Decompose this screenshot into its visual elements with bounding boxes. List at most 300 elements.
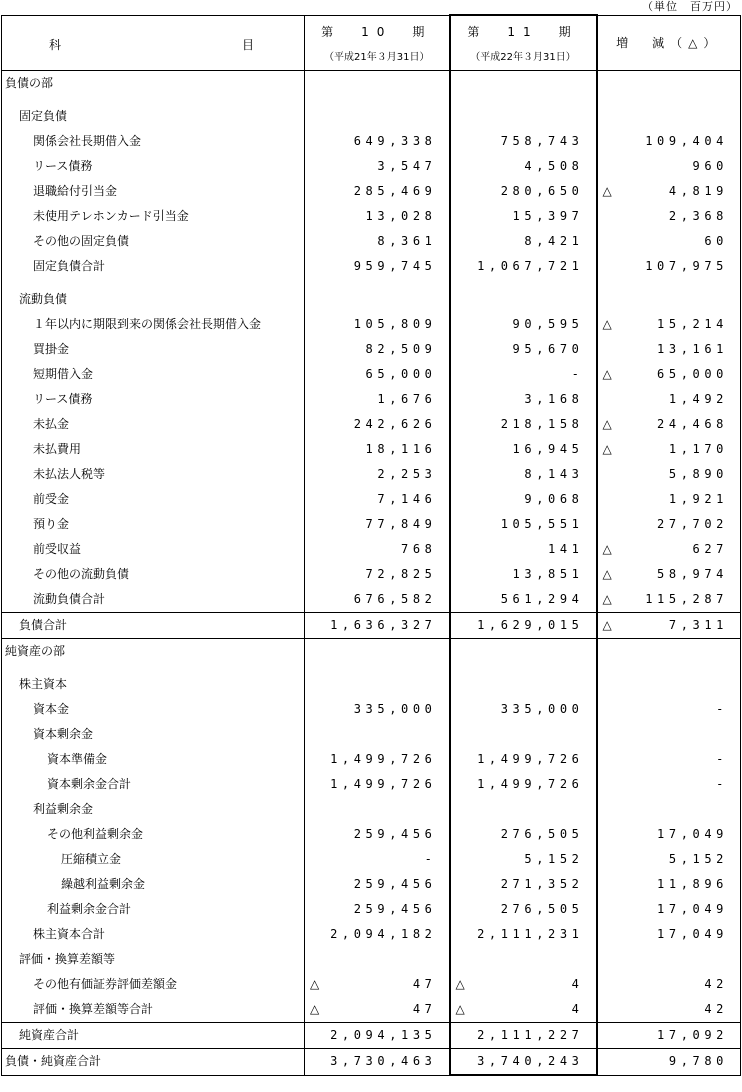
table-row xyxy=(2,1049,741,1076)
row-label-cell xyxy=(2,697,305,722)
period10-value-cell xyxy=(305,664,450,672)
period10-value-cell xyxy=(305,254,450,279)
period10-value: 3,547 xyxy=(377,159,437,173)
period10-value-cell xyxy=(305,287,450,312)
row-label-cell xyxy=(2,897,305,922)
row-label-cell xyxy=(2,722,305,747)
period10-value: 1,499,726 xyxy=(330,752,437,766)
change-value: 24,468 xyxy=(657,417,728,431)
change-value-cell xyxy=(597,462,741,487)
negative-marker: △ xyxy=(455,977,465,991)
change-value-cell xyxy=(597,287,741,312)
period10-value-cell xyxy=(305,897,450,922)
change-value-cell xyxy=(597,613,741,639)
period10-value-cell xyxy=(305,412,450,437)
change-value-cell xyxy=(597,179,741,204)
header-period-11 xyxy=(450,15,597,71)
table-row xyxy=(2,972,741,997)
period10-value-cell xyxy=(305,972,450,997)
table-row xyxy=(2,897,741,922)
row-label-cell xyxy=(2,772,305,797)
period10-value-cell xyxy=(305,672,450,697)
period11-value: 1,499,726 xyxy=(477,752,584,766)
period10-value-cell xyxy=(305,822,450,847)
period10-value-cell xyxy=(305,722,450,747)
table-row xyxy=(2,947,741,972)
row-label-cell xyxy=(2,537,305,562)
row-label-cell xyxy=(2,872,305,897)
row-label: その他有価証券評価差額金 xyxy=(33,977,178,991)
row-label: 株主資本合計 xyxy=(33,927,106,941)
change-value-cell xyxy=(597,337,741,362)
row-label: 買掛金 xyxy=(33,342,70,356)
row-label-cell xyxy=(2,972,305,997)
change-value: 17,049 xyxy=(657,827,728,841)
period10-value: 13,028 xyxy=(365,209,437,223)
header-item xyxy=(2,15,305,71)
period10-value: 676,582 xyxy=(353,592,437,606)
row-label-cell xyxy=(2,229,305,254)
change-value: 60 xyxy=(704,234,728,248)
change-value-cell xyxy=(597,104,741,129)
change-value: 65,000 xyxy=(657,367,728,381)
period10-value-cell xyxy=(305,96,450,104)
period11-value: 218,158 xyxy=(500,417,584,431)
period10-value-cell xyxy=(305,512,450,537)
change-value-cell xyxy=(597,487,741,512)
period11-value-cell xyxy=(450,947,597,972)
header-item-right: 目 xyxy=(241,37,254,52)
table-row xyxy=(2,179,741,204)
row-label-cell xyxy=(2,462,305,487)
change-value-cell xyxy=(597,279,741,287)
row-label: 退職給付引当金 xyxy=(33,184,118,198)
period10-value-cell xyxy=(305,697,450,722)
period10-value: 7,146 xyxy=(377,492,437,506)
negative-marker: △ xyxy=(310,1002,320,1016)
row-label: 負債・純資産合計 xyxy=(5,1054,102,1069)
table-row xyxy=(2,387,741,412)
table-row xyxy=(2,312,741,337)
period11-value-cell xyxy=(450,997,597,1023)
table-row xyxy=(2,254,741,279)
change-value: 1,492 xyxy=(668,392,728,406)
row-label-cell xyxy=(2,1023,305,1049)
header-period-10 xyxy=(305,15,450,71)
table-row xyxy=(2,104,741,129)
table-row xyxy=(2,639,741,665)
period11-value-cell xyxy=(450,639,597,665)
row-label: 圧縮積立金 xyxy=(61,852,122,866)
period10-value: 18,116 xyxy=(365,442,437,456)
change-value: 7,311 xyxy=(668,618,728,632)
change-value: 1,170 xyxy=(668,442,728,456)
period11-value: 1,629,015 xyxy=(477,618,584,632)
row-label: 負債合計 xyxy=(19,618,68,632)
period11-value-cell xyxy=(450,847,597,872)
period11-value-cell xyxy=(450,437,597,462)
period10-value: 259,456 xyxy=(353,902,437,916)
row-label: その他の流動負債 xyxy=(33,567,130,581)
period11-value: 1,499,726 xyxy=(477,777,584,791)
period11-value-cell xyxy=(450,562,597,587)
row-label-cell xyxy=(2,639,305,665)
period11-value: 271,352 xyxy=(500,877,584,891)
period11-value: 95,670 xyxy=(512,342,584,356)
period11-value-cell xyxy=(450,204,597,229)
row-label: 株主資本 xyxy=(19,677,68,691)
row-label-cell xyxy=(2,672,305,697)
row-label-cell xyxy=(2,154,305,179)
period10-value-cell xyxy=(305,229,450,254)
period11-value-cell xyxy=(450,96,597,104)
spacer-row xyxy=(2,96,741,104)
change-value-cell xyxy=(597,797,741,822)
period11-value: 2,111,227 xyxy=(477,1028,584,1042)
period10-value: 242,626 xyxy=(353,417,437,431)
change-value: 27,702 xyxy=(657,517,728,531)
table-row xyxy=(2,847,741,872)
row-label: 純資産合計 xyxy=(19,1028,80,1042)
change-value-cell xyxy=(597,229,741,254)
period10-value-cell xyxy=(305,487,450,512)
change-value-cell xyxy=(597,562,741,587)
period11-value-cell xyxy=(450,797,597,822)
row-label: 評価・換算差額等 xyxy=(19,952,116,966)
table-row xyxy=(2,154,741,179)
period10-value: 259,456 xyxy=(353,877,437,891)
period10-value: 72,825 xyxy=(365,567,437,581)
row-label: 関係会社長期借入金 xyxy=(33,134,142,148)
change-value-cell xyxy=(597,697,741,722)
period11-value: 4 xyxy=(571,1002,584,1016)
row-label-cell xyxy=(2,562,305,587)
spacer-row xyxy=(2,664,741,672)
period11-value: 105,551 xyxy=(500,517,584,531)
period11-value: 5,152 xyxy=(524,852,584,866)
change-value: 11,896 xyxy=(657,877,728,891)
row-label-cell xyxy=(2,287,305,312)
change-value: 627 xyxy=(692,542,728,556)
table-row xyxy=(2,537,741,562)
period11-value-cell xyxy=(450,312,597,337)
period10-value: 47 xyxy=(412,1002,437,1016)
period10-value-cell xyxy=(305,639,450,665)
change-value: 42 xyxy=(704,1002,728,1016)
change-value-cell xyxy=(597,362,741,387)
period10-value: 285,469 xyxy=(353,184,437,198)
row-label-cell xyxy=(2,279,305,287)
table-header xyxy=(2,15,741,71)
table-row xyxy=(2,822,741,847)
row-label: 流動負債合計 xyxy=(33,592,106,606)
period10-value: 82,509 xyxy=(365,342,437,356)
period10-value-cell xyxy=(305,1023,450,1049)
change-value: 17,049 xyxy=(657,902,728,916)
period10-value-cell xyxy=(305,997,450,1023)
table-row xyxy=(2,412,741,437)
change-value-cell xyxy=(597,312,741,337)
change-value: 9,780 xyxy=(668,1054,728,1068)
period10-value: 8,361 xyxy=(377,234,437,248)
table-row xyxy=(2,362,741,387)
change-value: 17,049 xyxy=(657,927,728,941)
row-label-cell xyxy=(2,747,305,772)
period10-value-cell xyxy=(305,337,450,362)
period10-value: 1,636,327 xyxy=(330,618,437,632)
change-value-cell xyxy=(597,872,741,897)
period11-value-cell xyxy=(450,129,597,154)
table-row xyxy=(2,697,741,722)
row-label-cell xyxy=(2,587,305,613)
period11-value-cell xyxy=(450,672,597,697)
row-label: その他利益剰余金 xyxy=(47,827,144,841)
row-label-cell xyxy=(2,104,305,129)
row-label: リース債務 xyxy=(33,159,93,173)
row-label: 固定負債 xyxy=(19,109,68,123)
period10-value: 2,094,135 xyxy=(330,1028,437,1042)
row-label-cell xyxy=(2,96,305,104)
period11-value-cell xyxy=(450,772,597,797)
table-row xyxy=(2,437,741,462)
period11-value-cell xyxy=(450,697,597,722)
change-value-cell xyxy=(597,722,741,747)
period11-value-cell xyxy=(450,537,597,562)
change-value-cell xyxy=(597,664,741,672)
negative-marker: △ xyxy=(602,592,612,606)
period11-value-cell xyxy=(450,1023,597,1049)
change-value: 13,161 xyxy=(657,342,728,356)
period10-value-cell xyxy=(305,362,450,387)
row-label-cell xyxy=(2,1049,305,1076)
row-label: 流動負債 xyxy=(19,292,68,306)
change-value: 15,214 xyxy=(657,317,728,331)
row-label-cell xyxy=(2,797,305,822)
period11-value-cell xyxy=(450,747,597,772)
row-label-cell xyxy=(2,337,305,362)
period11-value: 9,068 xyxy=(524,492,584,506)
row-label-cell xyxy=(2,254,305,279)
change-value-cell xyxy=(597,997,741,1023)
period11-value: 276,505 xyxy=(500,902,584,916)
period10-value: 259,456 xyxy=(353,827,437,841)
period11-value: 3,740,243 xyxy=(477,1054,584,1068)
table-row xyxy=(2,337,741,362)
change-value: 5,890 xyxy=(668,467,728,481)
period10-value-cell xyxy=(305,179,450,204)
row-label: 未払法人税等 xyxy=(33,467,106,481)
change-value-cell xyxy=(597,537,741,562)
period11-value: 276,505 xyxy=(500,827,584,841)
period11-value-cell xyxy=(450,722,597,747)
period11-value: 4 xyxy=(571,977,584,991)
period11-value-cell xyxy=(450,462,597,487)
row-label-cell xyxy=(2,997,305,1023)
negative-marker: △ xyxy=(602,618,612,632)
table-row xyxy=(2,229,741,254)
row-label: 預り金 xyxy=(33,517,70,531)
period10-value: 649,338 xyxy=(353,134,437,148)
period10-value-cell xyxy=(305,537,450,562)
period11-title: 第 11 期 xyxy=(467,25,579,39)
change-value: 115,287 xyxy=(645,592,728,606)
row-label: 前受収益 xyxy=(33,542,82,556)
row-label-cell xyxy=(2,412,305,437)
period10-value-cell xyxy=(305,797,450,822)
row-label-cell xyxy=(2,512,305,537)
row-label-cell xyxy=(2,129,305,154)
period11-value: 141 xyxy=(548,542,584,556)
period11-value-cell xyxy=(450,104,597,129)
period11-value: 758,743 xyxy=(500,134,584,148)
table-row xyxy=(2,672,741,697)
period11-value-cell xyxy=(450,287,597,312)
period11-value: 8,143 xyxy=(524,467,584,481)
period10-value-cell xyxy=(305,562,450,587)
table-row xyxy=(2,772,741,797)
period11-value: 280,650 xyxy=(500,184,584,198)
period11-value-cell xyxy=(450,613,597,639)
row-label-cell xyxy=(2,437,305,462)
negative-marker: △ xyxy=(602,567,612,581)
period10-value-cell xyxy=(305,204,450,229)
period11-value: 15,397 xyxy=(512,209,584,223)
negative-marker: △ xyxy=(602,184,612,198)
period11-value-cell xyxy=(450,179,597,204)
row-label: 資本剰余金合計 xyxy=(47,777,132,791)
change-value-cell xyxy=(597,387,741,412)
row-label-cell xyxy=(2,947,305,972)
row-label-cell xyxy=(2,664,305,672)
negative-marker: △ xyxy=(602,367,612,381)
table-row xyxy=(2,1023,741,1049)
period10-value-cell xyxy=(305,587,450,613)
change-value: 107,975 xyxy=(645,259,728,273)
change-value: 4,819 xyxy=(668,184,728,198)
table-row xyxy=(2,129,741,154)
period11-value-cell xyxy=(450,412,597,437)
change-value-cell xyxy=(597,154,741,179)
period10-value-cell xyxy=(305,747,450,772)
table-row xyxy=(2,872,741,897)
row-label: 資本剰余金 xyxy=(33,727,94,741)
period11-value: 90,595 xyxy=(512,317,584,331)
period10-title: 第 10 期 xyxy=(321,24,433,39)
table-row xyxy=(2,722,741,747)
row-label-cell xyxy=(2,613,305,639)
row-label: その他の固定負債 xyxy=(33,234,130,248)
period11-value-cell xyxy=(450,279,597,287)
change-value-cell xyxy=(597,96,741,104)
change-value: 1,921 xyxy=(668,492,728,506)
change-value: 58,974 xyxy=(657,567,728,581)
row-label: 資本金 xyxy=(33,702,70,716)
change-value-cell xyxy=(597,512,741,537)
period11-value-cell xyxy=(450,1049,597,1076)
negative-marker: △ xyxy=(602,317,612,331)
period11-value: - xyxy=(571,367,584,381)
table-row xyxy=(2,922,741,947)
change-value-cell xyxy=(597,204,741,229)
change-value-cell xyxy=(597,1049,741,1076)
period11-value-cell xyxy=(450,872,597,897)
period10-value-cell xyxy=(305,922,450,947)
change-value-cell xyxy=(597,947,741,972)
row-label-cell xyxy=(2,922,305,947)
change-value-cell xyxy=(597,922,741,947)
period11-value-cell xyxy=(450,512,597,537)
period10-value-cell xyxy=(305,437,450,462)
table-body xyxy=(2,71,741,1076)
table-row xyxy=(2,797,741,822)
change-value: - xyxy=(716,752,728,766)
period10-value-cell xyxy=(305,129,450,154)
period10-value-cell xyxy=(305,772,450,797)
row-label-cell xyxy=(2,822,305,847)
period11-value: 13,851 xyxy=(512,567,584,581)
change-value: 109,404 xyxy=(645,134,728,148)
change-value-cell xyxy=(597,772,741,797)
period11-value-cell xyxy=(450,71,597,97)
change-value-cell xyxy=(597,1023,741,1049)
period11-value: 3,168 xyxy=(524,392,584,406)
negative-marker: △ xyxy=(602,542,612,556)
period10-value: 1,676 xyxy=(377,392,437,406)
period10-value: 335,000 xyxy=(353,702,437,716)
period11-value: 16,945 xyxy=(512,442,584,456)
row-label: 未使用テレホンカード引当金 xyxy=(33,209,189,223)
period10-value: 47 xyxy=(412,977,437,991)
row-label: １年以内に期限到来の関係会社長期借入金 xyxy=(33,317,262,331)
change-value: - xyxy=(716,777,728,791)
table-row xyxy=(2,204,741,229)
table-row xyxy=(2,997,741,1023)
row-label: 前受金 xyxy=(33,492,70,506)
period10-value: 768 xyxy=(401,542,437,556)
negative-marker: △ xyxy=(310,977,320,991)
header-item-left: 科 xyxy=(49,37,62,52)
change-value: 17,092 xyxy=(657,1028,728,1042)
change-value-cell xyxy=(597,822,741,847)
table-row xyxy=(2,487,741,512)
change-value: 42 xyxy=(704,977,728,991)
table-row xyxy=(2,613,741,639)
period11-value-cell xyxy=(450,822,597,847)
period11-value-cell xyxy=(450,664,597,672)
period10-value: 3,730,463 xyxy=(330,1054,437,1068)
change-value-cell xyxy=(597,847,741,872)
period11-value: 4,508 xyxy=(524,159,584,173)
balance-sheet-table xyxy=(1,14,741,1076)
period11-value: 1,067,721 xyxy=(477,259,584,273)
change-value-cell xyxy=(597,254,741,279)
row-label-cell xyxy=(2,847,305,872)
period10-date: （平成21年３月31日） xyxy=(324,51,430,63)
period10-value: 77,849 xyxy=(365,517,437,531)
period10-value-cell xyxy=(305,154,450,179)
change-value: - xyxy=(716,702,728,716)
row-label: 評価・換算差額等合計 xyxy=(33,1002,154,1016)
change-value-cell xyxy=(597,412,741,437)
period11-date: （平成22年３月31日） xyxy=(470,52,576,63)
change-value-cell xyxy=(597,672,741,697)
period11-value-cell xyxy=(450,229,597,254)
header-change: 増 減（△） xyxy=(597,15,741,71)
table-row xyxy=(2,512,741,537)
row-label-cell xyxy=(2,362,305,387)
period11-value-cell xyxy=(450,922,597,947)
period10-value: 105,809 xyxy=(353,317,437,331)
